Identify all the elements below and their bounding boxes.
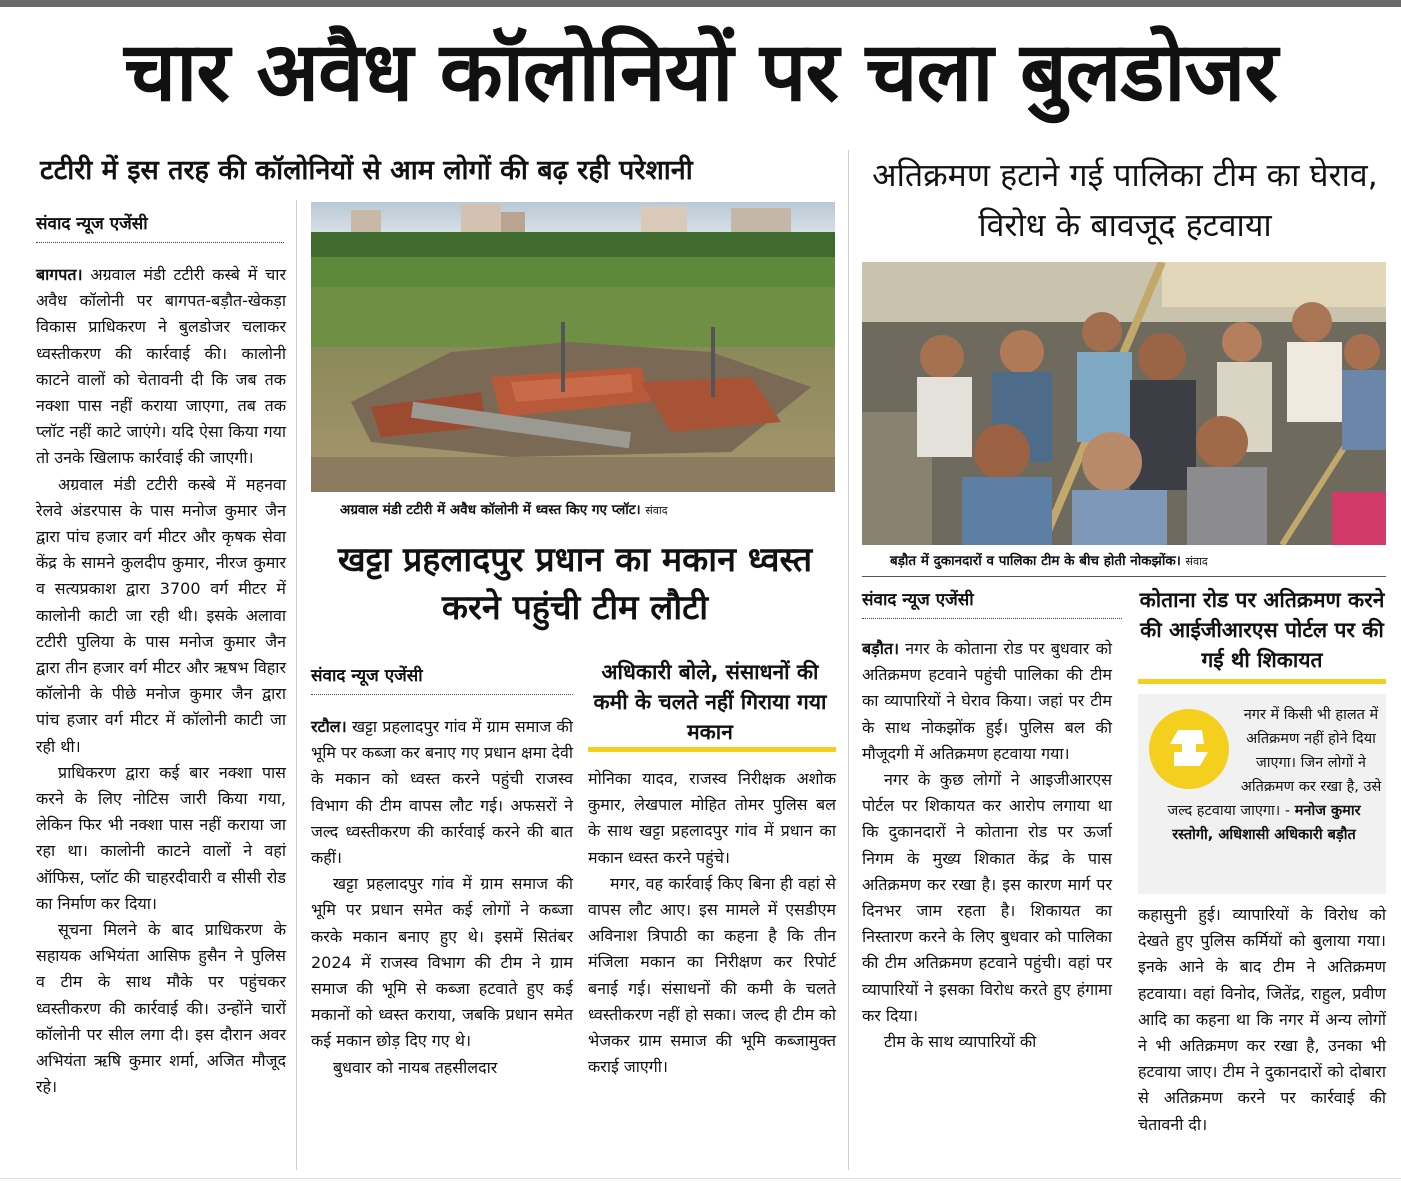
official-quote-text: नगर में किसी भी हालत में अतिक्रमण नहीं होने दिया जाएगा। जिन लोगों ने अतिक्रमण कर रखा है, उसे जल्द हटवाया जाएगा। - — [1167, 707, 1382, 819]
middle-headline: खट्टा प्रहलादपुर प्रधान का मकान ध्वस्त करने पहुंची टीम लौटी — [337, 540, 813, 628]
middle-story-column-1 — [311, 714, 573, 1081]
left-para-2: अग्रवाल मंडी टटीरी कस्बे में महनवा रेलवे अंडरपास के पास मनोज कुमार जैन द्वारा पांच हजार वर्ग मीटर और कृषक सेवा केंद्र के सामने कुलदीप कुमार, नीरज कुमार व सत्यप्रकाश द्वारा 3700 वर्ग मीटर में कालोनी काटी जा रही थी। इसके अलावा टटीरी पुलिया के पास मनोज कुमार जैन द्वारा तीन हजार वर्ग मीटर और ऋषभ विहार कॉलोनी के पीछे मनोज कुमार जैन द्वारा पांच हजार वर्ग मीटर में कॉलोनी काटी जा रही थी। — [36, 474, 286, 756]
left-photo-caption — [340, 499, 820, 522]
left-subheadline: टटीरी में इस तरह की कॉलोनियों से आम लोगों की बढ़ रही परेशानी — [40, 155, 693, 186]
left-story-column — [36, 262, 286, 1101]
middle-sidebar-rule — [588, 747, 836, 752]
middle-col2-para-1: मोनिका यादव, राजस्व निरीक्षक अशोक कुमार, लेखपाल मोहित तोमर पुलिस बल के साथ खट्टा प्रहलादपुर गांव में प्रधान का मकान ध्वस्त करने पहुंचे। — [588, 769, 836, 867]
left-agency-byline: संवाद न्यूज एजेंसी — [36, 214, 148, 234]
crowd-confrontation-photo — [862, 262, 1386, 545]
left-para-1-text: अग्रवाल मंडी टटीरी कस्बे में चार अवैध कॉलोनी पर बागपत-बड़ौत-खेकड़ा विकास प्राधिकरण ने बुलडोजर चलाकर ध्वस्तीकरण की कार्रवाई की। कालोनी काटने वालों को चेतावनी दी कि जब तक नक्शा पास नहीं कराया जाएगा, तब तक प्लॉट नहीं काटे जाएंगे। यदि ऐसा किया गया तो उनके खिलाफ कार्रवाई की जाएगी। — [36, 265, 286, 468]
right-byline-rule — [862, 618, 1122, 619]
official-quote-author: मनोज कुमार रस्तोगी, अधिशासी अधिकारी बड़ौत — [1172, 803, 1361, 843]
left-para-4: सूचना मिलने के बाद प्राधिकरण के सहायक अभियंता आसिफ हुसैन ने पुलिस व टीम के साथ मौके पर पहुंचकर ध्वस्तीकरण की कार्रवाई की। उन्होंने चारों कॉलोनी पर सील लगा दी। इस दौरान अवर अभियंता ऋषि कुमार शर्मा, अजित मौजूद रहे। — [36, 920, 286, 1097]
right-photo-caption-text: बड़ौत में दुकानदारों व पालिका टीम के बीच होती नोकझोंक। — [890, 553, 1181, 569]
top-border — [0, 0, 1401, 7]
official-quote — [1146, 703, 1382, 847]
middle-sidebar-headline: अधिकारी बोले, संसाधनों की कमी के चलते नहीं गिराया गया मकान — [593, 660, 827, 744]
right-caption-rule — [862, 576, 1386, 577]
left-para-1 — [36, 262, 286, 472]
right-photo-credit: संवाद — [1185, 555, 1208, 568]
right-col2-para-1: कहासुनी हुई। व्यापारियों के विरोध को देखते हुए पुलिस कर्मियों को बुलाया गया। इनके आने के बाद टीम ने अतिक्रमण हटवाया। वहां विनोद, जितेंद्र, राहुल, प्रवीण आदि का कहना था कि नगर में अन्य लोगों ने भी अतिक्रमण कर रखा है, उनका भी हटवाया जाए। टीम ने दुकानदारों को दोबारा से अतिक्रमण करने पर कार्रवाई की चेतावनी दी। — [1138, 905, 1386, 1134]
middle-dateline: रटौल। — [311, 717, 347, 736]
left-photo-caption-text: अग्रवाल मंडी टटीरी में अवैध कॉलोनी में ध्वस्त किए गए प्लॉट। — [340, 502, 641, 518]
middle-agency-byline: संवाद न्यूज एजेंसी — [311, 666, 423, 686]
right-para-2: नगर के कुछ लोगों ने आइजीआरएस पोर्टल पर शिकायत कर आरोप लगाया था कि दुकानदारों ने कोताना रोड पर ऊर्जा निगम के मुख्य शिकात केंद्र के पास अतिक्रमण कर रखा है। इस कारण मार्ग पर दिनभर जाम रहता है। शिकायत का निस्तारण करने के लिए बुधवार को पालिका की टीम अतिक्रमण हटवाने पहुंची। वहां पर व्यापारियों ने इसका विरोध करते हुए हंगामा कर दिया। — [862, 770, 1112, 1025]
middle-para-1-text: खट्टा प्रहलादपुर गांव में ग्राम समाज की भूमि पर कब्जा कर बनाए गए प्रधान क्षमा देवी के मकान को ध्वस्त करने पहुंची राजस्व विभाग की टीम वापस लौट गई। अफसरों ने जल्द ध्वस्तीकरण की कार्रवाई करने की बात कहीं। — [311, 717, 573, 868]
right-sidebar-headline: कोताना रोड पर अतिक्रमण करने की आईजीआरएस पोर्टल पर की गई थी शिकायत — [1139, 588, 1385, 672]
column-divider-right — [848, 150, 849, 1170]
right-dateline: बड़ौत। — [862, 639, 900, 658]
middle-byline-rule — [311, 694, 573, 695]
right-story-column-2 — [1138, 902, 1386, 1138]
right-sidebar-rule — [1138, 679, 1386, 684]
left-dateline: बागपत। — [36, 265, 83, 284]
right-para-1 — [862, 636, 1112, 767]
left-para-3: प्राधिकरण द्वारा कई बार नक्शा पास करने के लिए नोटिस जारी किया गया, लेकिन फिर भी नक्शा पास नहीं कराया जा रहा था। कालोनी काटने वालों ने वहां ऑफिस, प्लॉट की चाहरदीवारी व सीसी रोड का निर्माण कर दिया। — [36, 762, 286, 913]
right-headline: अतिक्रमण हटाने गई पालिका टीम का घेराव, विरोध के बावजूद हटवाया — [872, 156, 1378, 244]
bottom-edge — [0, 1178, 1401, 1190]
right-story-column-1 — [862, 636, 1112, 1055]
middle-story-column-2 — [588, 766, 836, 1080]
right-photo-caption — [890, 550, 1360, 573]
column-divider — [296, 200, 297, 1170]
middle-para-3: बुधवार को नायब तहसीलदार — [333, 1057, 498, 1077]
quote-logo-spacer — [1146, 703, 1240, 787]
main-headline: चार अवैध कॉलोनियों पर चला बुलडोजर — [124, 25, 1277, 120]
middle-para-2: खट्टा प्रहलादपुर गांव में ग्राम समाज की भूमि पर प्रधान समेत कई लोगों ने कब्जा करके मकान बनाए हुए थे। इसमें सितंबर 2024 में राजस्व विभाग की टीम ने ग्राम समाज की भूमि से कब्जा हटवाते हुए कई मकानों को ध्वस्त कराया, जबकि प्रधान समेत कई मकान छोड़ दिए गए थे। — [311, 874, 573, 1051]
middle-para-1 — [311, 714, 573, 871]
demolished-plot-photo — [311, 202, 835, 492]
left-byline-rule — [36, 242, 284, 243]
right-agency-byline: संवाद न्यूज एजेंसी — [862, 590, 974, 610]
left-photo-credit: संवाद — [645, 504, 668, 517]
right-para-1-text: नगर के कोताना रोड पर बुधवार को अतिक्रमण हटवाने पहुंची पालिका की टीम का व्यापारियों ने घेराव किया। जहां पर टीम के साथ नोकझोंक हुई। पुलिस बल की मौजूदगी में अतिक्रमण हटवाया गया। — [862, 639, 1113, 763]
middle-col2-para-2: मगर, वह कार्रवाई किए बिना ही वहां से वापस लौट आए। इस मामले में एसडीएम अविनाश त्रिपाठी का कहना है कि तीन मंजिला मकान का निरीक्षण कर रिपोर्ट बनाई गई। संसाधनों की कमी के चलते ध्वस्तीकरण नहीं हो सका। जल्द ही टीम को भेजकर ग्राम समाज की भूमि कब्जामुक्त कराई जाएगी। — [588, 873, 836, 1077]
right-para-3: टीम के साथ व्यापारियों की — [884, 1032, 1037, 1052]
